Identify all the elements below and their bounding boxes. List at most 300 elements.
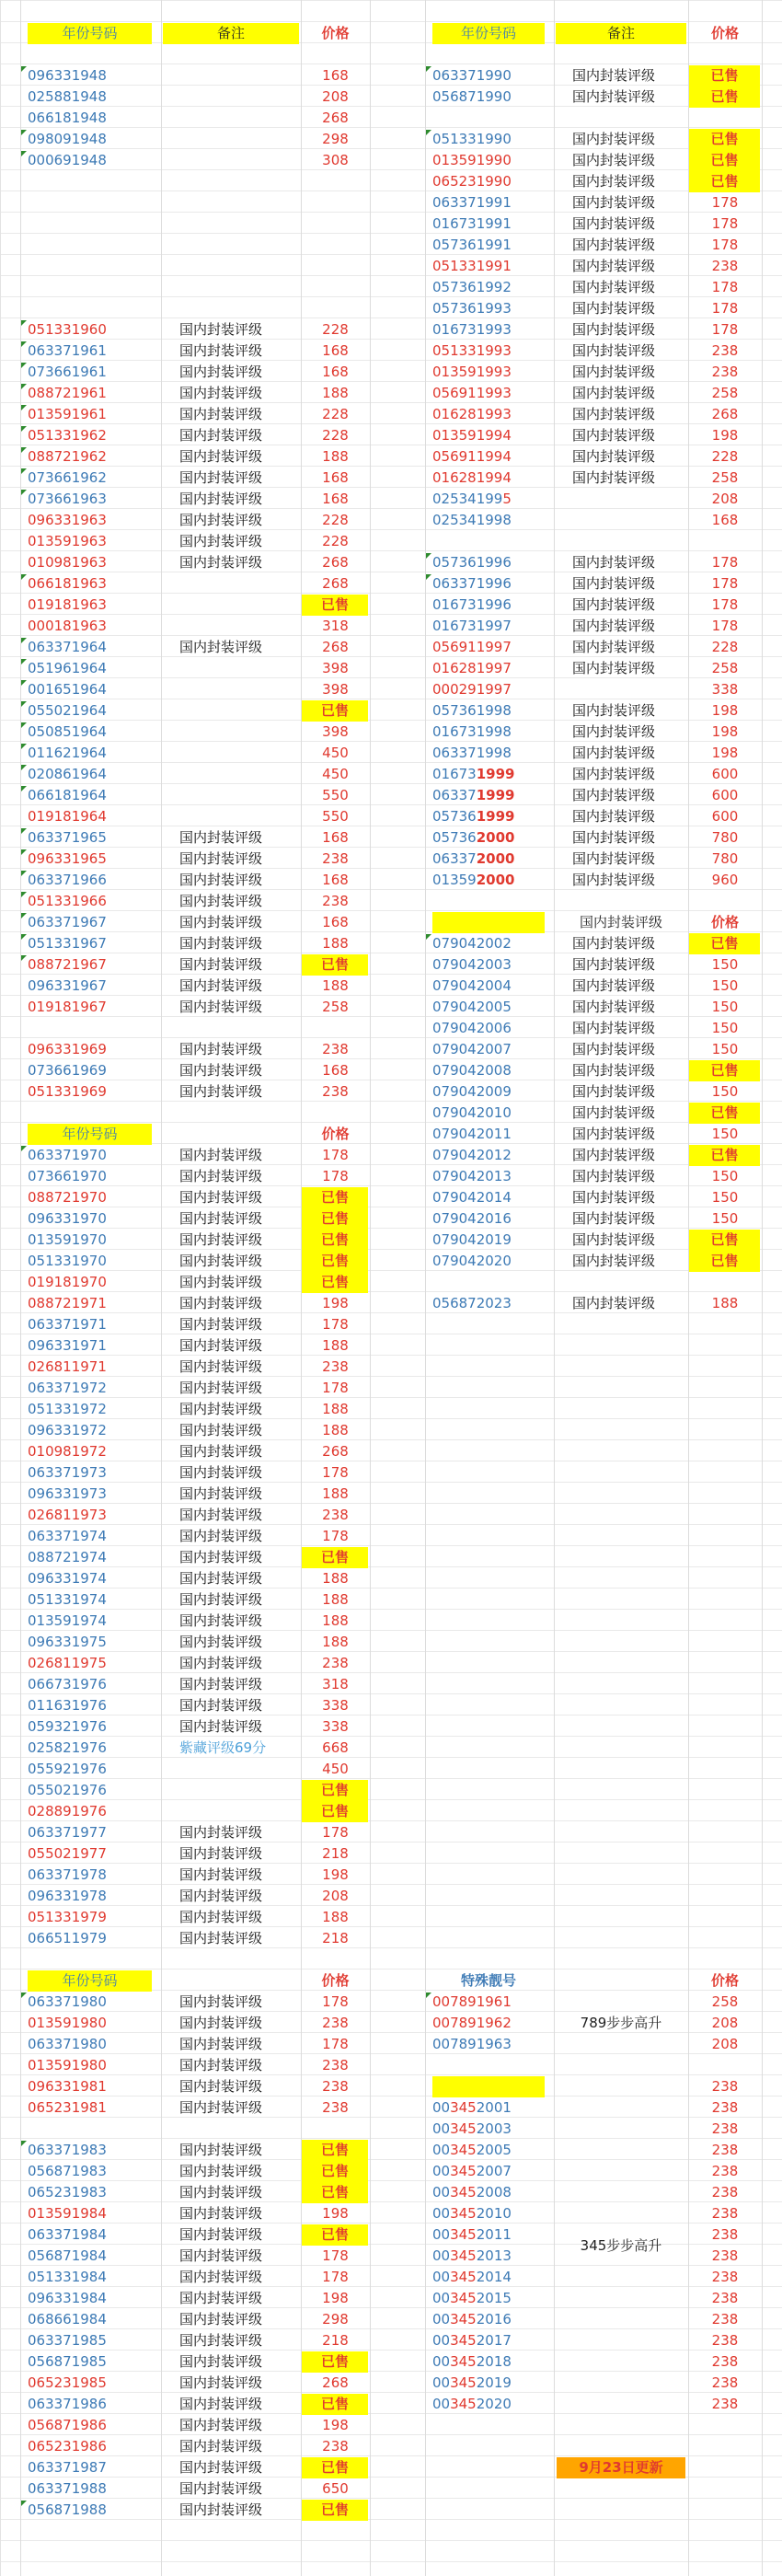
price-cell: 238 [322,1083,349,1100]
phone-number-cell: 010981963 [28,554,107,571]
phone-number-cell: 000181963 [28,618,107,634]
sold-badge: 已售 [302,2394,368,2415]
phone-number-cell: 056911994 [432,448,512,465]
remark-cell: 国内封装评级 [572,237,656,253]
phone-number-cell: 079042020 [432,1253,512,1269]
price-cell: 178 [322,2269,349,2285]
phone-number-cell: 063371965 [28,829,107,846]
phone-number-cell: 016731998 [432,723,512,740]
remark-cell: 国内封装评级 [179,321,263,338]
phone-number-cell: 096331981 [28,2078,107,2095]
price-cell: 238 [322,1041,349,1057]
remark-cell: 国内封装评级 [572,1041,656,1057]
remark-cell: 国内封装评级 [179,2353,263,2370]
phone-number-cell: 016731996 [432,596,512,613]
price-cell: 238 [322,2078,349,2095]
comment-indicator-icon [21,1146,27,1151]
remark-cell: 国内封装评级 [572,639,656,655]
remark-cell: 国内封装评级 [572,935,656,952]
phone-number-cell: 003452007 [432,2163,512,2179]
remark-cell: 国内封装评级 [179,1147,263,1163]
price-cell: 168 [322,1062,349,1079]
phone-number-cell: 063371974 [28,1528,107,1544]
phone-number-cell: 003452017 [432,2332,512,2349]
price-cell: 168 [322,67,349,84]
price-cell: 268 [322,639,349,655]
remark-cell: 国内封装评级 [572,850,656,867]
phone-number-cell: 073661962 [28,469,107,486]
comment-indicator-icon [21,701,27,707]
phone-number-cell: 079042010 [432,1104,512,1121]
price-cell: 178 [711,321,739,338]
remark-cell: 国内封装评级 [572,618,656,634]
remark-cell: 国内封装评级 [179,469,263,486]
remark-cell: 国内封装评级 [572,279,656,295]
phone-number-cell: 003452016 [432,2311,512,2328]
remark-cell: 国内封装评级 [572,1147,656,1163]
price-cell: 208 [711,2036,739,2052]
remark-cell: 国内封装评级 [179,1041,263,1057]
phone-number-cell: 007891963 [432,2036,512,2052]
phone-number-cell: 079042008 [432,1062,512,1079]
phone-number-cell: 057361991 [432,237,512,253]
sold-badge: 已售 [302,1251,368,1272]
remark-cell: 国内封装评级 [572,575,656,592]
phone-number-cell: 003452015 [432,2290,512,2306]
phone-number-cell: 096331972 [28,1422,107,1438]
price-cell: 238 [711,2120,739,2137]
remark-cell: 国内封装评级 [572,364,656,380]
price-cell: 600 [711,766,739,782]
price-cell: 198 [322,2205,349,2222]
remark-cell: 国内封装评级 [179,1253,263,1269]
phone-number-cell: 003452010 [432,2205,512,2222]
phone-number-cell: 096331963 [28,512,107,528]
remark-cell: 国内封装评级 [179,1358,263,1375]
phone-number-cell: 003452003 [432,2120,512,2137]
phone-number-cell: 055021964 [28,702,107,719]
price-cell: 178 [322,1528,349,1544]
remark-cell: 国内封装评级 [179,1930,263,1946]
sold-badge: 已售 [689,65,760,87]
price-cell: 178 [711,215,739,232]
remark-cell: 国内封装评级 [179,2226,263,2243]
phone-number-cell: 066181964 [28,787,107,803]
phone-number-cell: 051331967 [28,935,107,952]
price-cell: 600 [711,787,739,803]
header-price-cell: 价格 [321,1126,350,1142]
phone-number-cell: 079042009 [432,1083,512,1100]
price-cell: 198 [322,2290,349,2306]
remark-cell: 国内封装评级 [179,1168,263,1184]
phone-number-cell: 065231986 [28,2438,107,2455]
comment-indicator-icon [21,913,27,918]
phone-number-cell: 063372000 [432,850,515,867]
remark-cell: 国内封装评级 [179,1888,263,1904]
remark-cell: 国内封装评级 [572,67,656,84]
header-note-cell: 备注 [556,23,686,44]
phone-number-cell: 063371983 [28,2142,107,2158]
remark-cell: 国内封装评级 [572,469,656,486]
phone-number-cell: 079042014 [432,1189,512,1206]
remark-cell: 国内封装评级 [572,427,656,444]
comment-indicator-icon [21,871,27,876]
comment-indicator-icon [426,553,431,559]
phone-number-cell: 013591974 [28,1612,107,1629]
header-code-cell: 年份号码 [432,23,545,44]
grid-column-line [370,0,371,2576]
price-cell: 338 [322,1697,349,1714]
phone-number-cell: 079042012 [432,1147,512,1163]
phone-number-cell: 013591990 [432,152,512,168]
remark-cell: 国内封装评级 [179,1718,263,1735]
price-cell: 228 [711,448,739,465]
phone-number-cell: 065231985 [28,2374,107,2391]
remark-cell: 国内封装评级 [572,300,656,317]
price-cell: 238 [711,2205,739,2222]
price-cell: 198 [711,427,739,444]
remark-cell: 国内封装评级 [179,1083,263,1100]
price-cell: 208 [322,88,349,105]
phone-number-cell: 013591963 [28,533,107,549]
comment-indicator-icon [21,384,27,389]
remark-cell: 国内封装评级 [179,2417,263,2433]
remark-cell: 国内封装评级 [179,1231,263,1248]
remark-cell: 国内封装评级 [572,1126,656,1142]
price-cell: 198 [711,745,739,761]
price-cell: 960 [711,872,739,888]
phone-number-cell: 063371980 [28,2036,107,2052]
comment-indicator-icon [21,363,27,368]
remark-cell: 国内封装评级 [179,999,263,1015]
price-cell: 238 [711,2374,739,2391]
price-cell: 150 [711,1189,739,1206]
price-cell: 198 [322,1866,349,1883]
price-cell: 450 [322,1761,349,1777]
price-cell: 188 [322,935,349,952]
header-note-cell: 备注 [163,23,299,44]
remark-cell: 国内封装评级 [179,1485,263,1502]
price-cell: 238 [711,342,739,359]
phone-number-cell: 019181970 [28,1274,107,1290]
remark-cell: 国内封装评级 [179,2290,263,2306]
header-price-cell: 价格 [710,1972,739,1989]
grid-column-line [425,0,426,2576]
sold-badge: 已售 [689,150,760,171]
sold-badge: 已售 [302,1801,368,1822]
phone-number-cell: 051331970 [28,1253,107,1269]
phone-number-cell: 003452018 [432,2353,512,2370]
phone-number-cell: 025821976 [28,1739,107,1756]
phone-number-cell: 016281993 [432,406,512,422]
phone-number-cell: 063371988 [28,2480,107,2497]
phone-number-cell: 098091948 [28,131,107,147]
comment-indicator-icon [21,2501,27,2506]
phone-number-cell: 079042016 [432,1210,512,1227]
comment-indicator-icon [21,786,27,791]
remark-cell: 国内封装评级 [179,893,263,909]
phone-number-cell: 051331990 [432,131,512,147]
remark-cell: 国内封装评级 [179,1210,263,1227]
price-cell: 150 [711,956,739,973]
phone-number-cell: 056871985 [28,2353,107,2370]
remark-cell: 国内封装评级 [572,808,656,825]
phone-number-cell: 057361993 [432,300,512,317]
phone-number-cell: 063371970 [28,1147,107,1163]
remark-cell: 国内封装评级 [572,745,656,761]
remark-cell: 国内封装评级 [572,872,656,888]
price-cell: 238 [711,2142,739,2158]
remark-cell: 国内封装评级 [179,956,263,973]
remark-cell: 国内封装评级 [572,1104,656,1121]
price-cell: 198 [322,2417,349,2433]
phone-number-cell: 016731991 [432,215,512,232]
remark-cell: 国内封装评级 [179,850,263,867]
price-cell: 228 [322,427,349,444]
remark-cell: 国内封装评级 [179,1422,263,1438]
price-cell: 298 [322,2311,349,2328]
phone-number-cell: 096331973 [28,1485,107,1502]
remark-cell: 国内封装评级 [179,2269,263,2285]
header-price-cell: 价格 [710,25,739,41]
phone-number-cell: 003452013 [432,2247,512,2264]
price-cell: 178 [322,1993,349,2010]
phone-number-cell: 003452005 [432,2142,512,2158]
remark-cell: 国内封装评级 [179,1189,263,1206]
price-cell: 318 [322,1676,349,1692]
price-cell: 600 [711,808,739,825]
remark-cell: 国内封装评级 [179,1401,263,1417]
remark-cell: 国内封装评级 [179,2438,263,2455]
phone-number-cell: 096331984 [28,2290,107,2306]
phone-number-cell: 063371984 [28,2226,107,2243]
phone-number-cell: 051331974 [28,1591,107,1608]
remark-cell: 国内封装评级 [179,1295,263,1311]
phone-number-cell: 056871984 [28,2247,107,2264]
remark-cell: 国内封装评级 [179,2163,263,2179]
phone-number-cell: 079042007 [432,1041,512,1057]
phone-number-cell: 096331970 [28,1210,107,1227]
remark-cell: 国内封装评级 [572,1020,656,1036]
grid-column-line [554,0,555,2576]
phone-number-cell: 025881948 [28,88,107,105]
phone-number-cell: 056871990 [432,88,512,105]
price-cell: 238 [711,2311,739,2328]
price-cell: 238 [322,2057,349,2074]
phone-number-cell: 013591970 [28,1231,107,1248]
sold-badge: 已售 [302,1780,368,1801]
price-cell: 168 [322,364,349,380]
phone-number-cell: 063371977 [28,1824,107,1841]
price-cell: 258 [711,385,739,401]
phone-number-cell: 051331984 [28,2269,107,2285]
phone-number-cell: 063371973 [28,1464,107,1481]
remark-cell: 国内封装评级 [572,88,656,105]
phone-number-cell: 068661984 [28,2311,107,2328]
remark-cell: 国内封装评级 [572,660,656,676]
price-cell: 238 [322,2099,349,2116]
remark-cell: 国内封装评级 [179,448,263,465]
phone-number-cell: 088721961 [28,385,107,401]
phone-number-cell: 066181963 [28,575,107,592]
remark-cell: 国内封装评级 [179,1549,263,1565]
header-price-cell: 价格 [321,1972,350,1989]
phone-number-cell: 065231981 [28,2099,107,2116]
remark-cell: 紫藏评级69分 [179,1739,267,1756]
remark-cell: 国内封装评级 [179,554,263,571]
phone-number-cell: 063371971 [28,1316,107,1333]
header-code-cell [432,2076,545,2097]
remark-cell: 国内封装评级 [179,427,263,444]
remark-cell: 国内封装评级 [179,935,263,952]
price-cell: 238 [322,850,349,867]
comment-indicator-icon [21,490,27,495]
phone-number-cell: 026811975 [28,1655,107,1671]
price-cell: 238 [322,2438,349,2455]
phone-number-cell: 063371990 [432,67,512,84]
remark-cell: 国内封装评级 [179,2015,263,2031]
remark-cell: 国内封装评级 [179,1337,263,1354]
phone-number-cell: 011621964 [28,745,107,761]
price-cell: 150 [711,1126,739,1142]
price-cell: 238 [322,1507,349,1523]
phone-number-cell: 019181963 [28,596,107,613]
remark-cell: 国内封装评级 [179,406,263,422]
sold-badge: 已售 [302,1187,368,1208]
price-cell: 228 [322,321,349,338]
phone-number-cell: 000291997 [432,681,512,698]
price-cell: 178 [322,2247,349,2264]
remark-cell: 国内封装评级 [572,787,656,803]
phone-number-cell: 051331966 [28,893,107,909]
update-date-label: 9月23日更新 [557,2457,685,2478]
remark-cell: 国内封装评级 [179,1824,263,1841]
header-price-cell: 238 [711,2078,739,2095]
comment-indicator-icon [21,934,27,940]
phone-number-cell: 079042011 [432,1126,512,1142]
price-cell: 268 [322,110,349,126]
sold-badge: 已售 [302,2182,368,2203]
remark-cell: 国内封装评级 [179,1866,263,1883]
price-cell: 650 [322,2480,349,2497]
remark-cell: 国内封装评级 [572,194,656,211]
remark-cell: 国内封装评级 [179,1591,263,1608]
phone-number-cell: 096331974 [28,1570,107,1587]
remark-cell: 国内封装评级 [179,533,263,549]
price-cell: 238 [322,1358,349,1375]
remark-cell: 国内封装评级 [572,448,656,465]
price-cell: 188 [322,1570,349,1587]
remark-cell: 国内封装评级 [572,342,656,359]
remark-cell: 国内封装评级 [572,406,656,422]
remark-cell: 国内封装评级 [179,1274,263,1290]
sold-badge: 已售 [689,1060,760,1081]
comment-indicator-icon [21,2141,27,2146]
phone-number-cell: 051331972 [28,1401,107,1417]
price-cell: 178 [322,1147,349,1163]
header-price-cell: 价格 [710,914,739,930]
phone-number-cell: 013591980 [28,2057,107,2074]
phone-number-cell: 096331967 [28,977,107,994]
phone-number-cell: 088721970 [28,1189,107,1206]
comment-indicator-icon [21,1993,27,1998]
price-cell: 198 [322,1295,349,1311]
comment-indicator-icon [21,828,27,834]
phone-number-cell: 003452019 [432,2374,512,2391]
remark-cell: 国内封装评级 [179,1634,263,1650]
group-label: 789步步高升 [580,2015,662,2031]
price-cell: 258 [322,999,349,1015]
price-cell: 228 [322,512,349,528]
price-cell: 258 [711,660,739,676]
phone-number-cell: 051331993 [432,342,512,359]
header-code-cell: 年份号码 [28,23,152,44]
price-cell: 150 [711,1168,739,1184]
remark-cell: 国内封装评级 [572,829,656,846]
price-cell: 228 [711,639,739,655]
price-cell: 168 [711,512,739,528]
price-cell: 150 [711,977,739,994]
phone-number-cell: 096331948 [28,67,107,84]
comment-indicator-icon [21,151,27,156]
phone-number-cell: 079042003 [432,956,512,973]
phone-number-cell: 063371972 [28,1380,107,1396]
phone-number-cell: 096331969 [28,1041,107,1057]
remark-cell: 国内封装评级 [179,2374,263,2391]
comment-indicator-icon [21,426,27,432]
price-cell: 258 [711,1993,739,2010]
phone-number-cell: 079042019 [432,1231,512,1248]
phone-number-cell: 016731997 [432,618,512,634]
phone-number-cell: 013591984 [28,2205,107,2222]
price-cell: 218 [322,1845,349,1862]
comment-indicator-icon [21,66,27,72]
phone-number-cell: 016731993 [432,321,512,338]
sold-badge: 已售 [689,933,760,954]
phone-number-cell: 063371967 [28,914,107,930]
phone-number-cell: 096331971 [28,1337,107,1354]
remark-cell: 国内封装评级 [179,872,263,888]
remark-cell: 国内封装评级 [572,131,656,147]
price-cell: 188 [322,1612,349,1629]
remark-cell: 国内封装评级 [572,215,656,232]
phone-number-cell: 056871986 [28,2417,107,2433]
price-cell: 338 [711,681,739,698]
price-cell: 150 [711,1083,739,1100]
sold-badge: 已售 [302,1208,368,1230]
phone-number-cell: 096331978 [28,1888,107,1904]
price-cell: 338 [322,1718,349,1735]
remark-cell: 国内封装评级 [572,723,656,740]
remark-cell: 国内封装评级 [179,914,263,930]
price-cell: 188 [711,1295,739,1311]
phone-number-cell: 016281994 [432,469,512,486]
phone-number-cell: 073661961 [28,364,107,380]
sold-badge: 已售 [302,2500,368,2521]
remark-cell: 国内封装评级 [179,2459,263,2476]
phone-number-cell: 073661963 [28,491,107,507]
price-cell: 238 [711,2226,739,2243]
phone-number-cell: 020861964 [28,766,107,782]
remark-cell: 国内封装评级 [179,385,263,401]
price-cell: 188 [322,1634,349,1650]
phone-number-cell: 013591993 [432,364,512,380]
comment-indicator-icon [21,955,27,961]
phone-number-cell: 050851964 [28,723,107,740]
phone-number-cell: 063371966 [28,872,107,888]
phone-number-cell: 063371991 [432,194,512,211]
comment-indicator-icon [426,130,431,135]
